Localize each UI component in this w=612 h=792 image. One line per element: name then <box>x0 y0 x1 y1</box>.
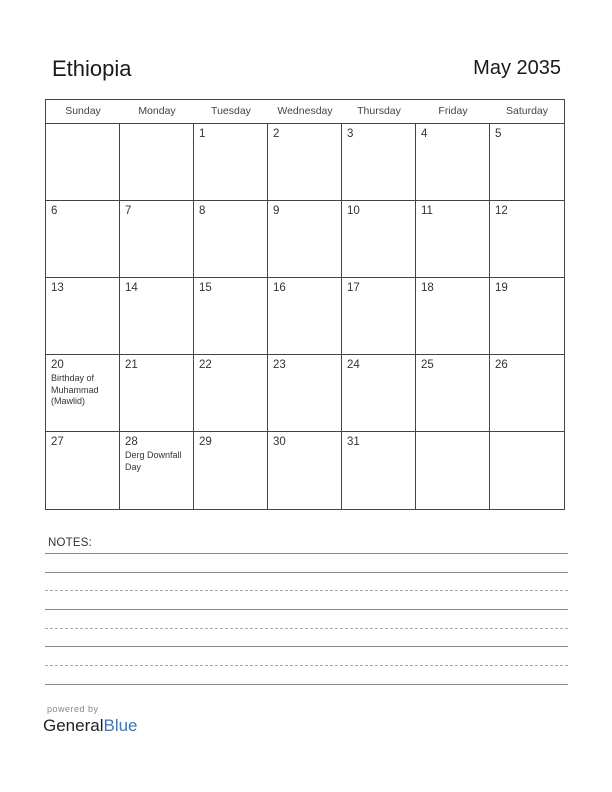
note-line <box>45 553 568 554</box>
day-cell[interactable] <box>342 432 416 509</box>
day-number: 29 <box>199 436 212 448</box>
day-cell[interactable] <box>268 201 342 278</box>
day-number: 28 <box>125 436 138 448</box>
day-cell[interactable] <box>120 201 194 278</box>
weekday-header: Sunday <box>65 105 101 117</box>
day-number: 19 <box>495 282 508 294</box>
day-number: 24 <box>347 359 360 371</box>
day-number: 11 <box>421 205 433 217</box>
day-cell[interactable] <box>194 355 268 432</box>
weekday-header: Saturday <box>505 105 549 117</box>
month-year-title: May 2035 <box>473 57 561 79</box>
weekday-header: Friday <box>438 105 468 117</box>
day-number: 21 <box>125 359 138 371</box>
powered-by-text: powered by <box>47 704 99 714</box>
day-number: 13 <box>51 282 64 294</box>
note-line <box>45 665 568 666</box>
holiday-label: Derg Downfall Day <box>125 450 182 472</box>
brand-blue: Blue <box>103 716 138 735</box>
weekday-header: Thursday <box>357 105 401 117</box>
day-number: 16 <box>273 282 286 294</box>
note-line <box>45 628 568 629</box>
day-number: 8 <box>199 205 206 217</box>
weekday-header-row <box>46 100 564 124</box>
day-cell[interactable] <box>194 278 268 355</box>
day-cell[interactable] <box>120 432 194 509</box>
day-number: 2 <box>273 128 280 140</box>
day-cell[interactable] <box>46 278 120 355</box>
day-cell[interactable] <box>342 278 416 355</box>
day-cell[interactable] <box>268 432 342 509</box>
day-cell[interactable] <box>342 124 416 201</box>
day-cell[interactable] <box>268 124 342 201</box>
day-cell[interactable] <box>416 355 490 432</box>
note-line <box>45 646 568 647</box>
weekday-header: Wednesday <box>277 105 333 117</box>
day-number: 22 <box>199 359 212 371</box>
day-cell[interactable] <box>268 355 342 432</box>
day-cell[interactable] <box>194 201 268 278</box>
day-cell[interactable] <box>490 278 564 355</box>
day-number: 15 <box>199 282 212 294</box>
note-line <box>45 572 568 573</box>
day-cell[interactable] <box>342 355 416 432</box>
day-cell[interactable] <box>490 432 564 509</box>
day-number: 6 <box>51 205 58 217</box>
brand-general: General <box>43 716 104 735</box>
day-cell[interactable] <box>194 124 268 201</box>
country-title: Ethiopia <box>52 56 132 81</box>
day-cell[interactable] <box>342 201 416 278</box>
weekday-header: Monday <box>138 105 176 117</box>
day-number: 7 <box>125 205 132 217</box>
day-number: 17 <box>347 282 360 294</box>
day-number: 10 <box>347 205 360 217</box>
day-cell[interactable] <box>490 355 564 432</box>
holiday-label: Birthday of Muhammad (Mawlid) <box>51 373 99 406</box>
day-number: 4 <box>421 128 428 140</box>
day-number: 12 <box>495 205 508 217</box>
day-grid <box>46 124 564 509</box>
day-number: 23 <box>273 359 286 371</box>
day-number: 25 <box>421 359 434 371</box>
day-cell[interactable] <box>416 432 490 509</box>
weekday-header: Tuesday <box>211 105 251 117</box>
day-cell[interactable] <box>416 124 490 201</box>
notes-label: NOTES: <box>48 537 93 549</box>
note-line <box>45 684 568 685</box>
note-line <box>45 609 568 610</box>
day-number: 27 <box>51 436 64 448</box>
day-cell[interactable] <box>416 278 490 355</box>
day-cell[interactable] <box>194 432 268 509</box>
day-cell[interactable] <box>416 201 490 278</box>
day-number: 9 <box>273 205 280 217</box>
day-cell[interactable] <box>46 432 120 509</box>
day-cell[interactable] <box>490 124 564 201</box>
day-cell[interactable] <box>120 278 194 355</box>
calendar-grid <box>45 99 565 510</box>
generalblue-logo[interactable] <box>43 716 138 736</box>
day-cell[interactable] <box>490 201 564 278</box>
day-cell[interactable] <box>46 355 120 432</box>
day-cell[interactable] <box>268 278 342 355</box>
day-cell[interactable] <box>46 201 120 278</box>
day-number: 18 <box>421 282 434 294</box>
day-cell[interactable] <box>46 124 120 201</box>
day-cell[interactable] <box>120 124 194 201</box>
day-number: 1 <box>199 128 206 140</box>
day-number: 31 <box>347 436 360 448</box>
day-cell[interactable] <box>120 355 194 432</box>
day-number: 5 <box>495 128 502 140</box>
day-number: 3 <box>347 128 354 140</box>
day-number: 20 <box>51 359 64 371</box>
day-number: 26 <box>495 359 508 371</box>
day-number: 14 <box>125 282 138 294</box>
note-line <box>45 590 568 591</box>
day-number: 30 <box>273 436 286 448</box>
